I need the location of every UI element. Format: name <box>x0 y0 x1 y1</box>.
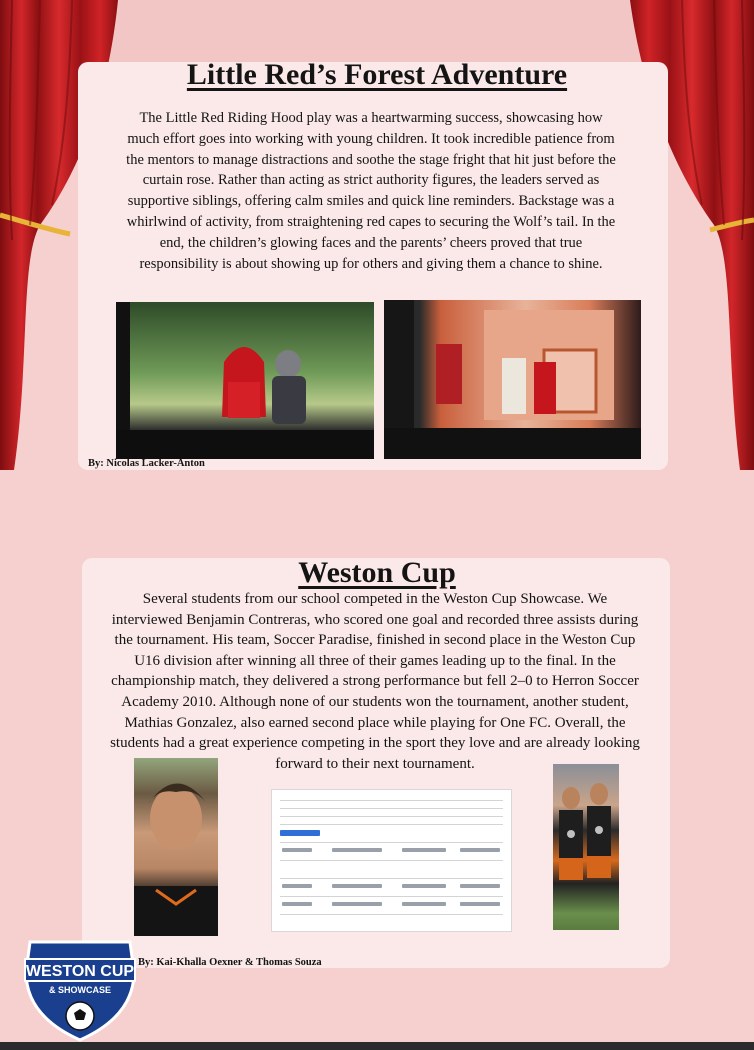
tournament-standings-screenshot <box>272 790 511 931</box>
match-row <box>280 878 503 879</box>
standings-row <box>280 824 503 825</box>
match-cell <box>460 848 500 852</box>
match-cell <box>282 884 312 888</box>
match-cell <box>282 902 312 906</box>
article-title-weston-cup: Weston Cup <box>298 556 456 589</box>
standings-row <box>280 808 503 809</box>
match-cell <box>332 902 382 906</box>
players-medals-photo <box>553 764 619 930</box>
article-title-play: Little Red’s Forest Adventure <box>186 58 568 91</box>
match-row <box>280 896 503 897</box>
logo-title: WESTON CUP <box>25 963 135 980</box>
match-cell <box>460 884 500 888</box>
match-cell <box>402 902 446 906</box>
match-cell <box>402 848 446 852</box>
match-cell <box>282 848 312 852</box>
play-photo-grandma-scene <box>384 300 641 459</box>
standings-row <box>280 816 503 817</box>
standings-row <box>280 800 503 801</box>
bottom-bar <box>0 1042 754 1050</box>
logo-subtitle: & SHOWCASE <box>48 985 112 995</box>
weston-cup-logo <box>22 938 138 1042</box>
byline-weston-cup: By: Kai-Khalla Oexner & Thomas Souza <box>138 957 322 968</box>
article-body-play: The Little Red Riding Hood play was a heartwarming success, showcasing how much effort goes into working with young children. It took incredible patience from the mentors to manage distractions and soothe the stage fright that hit just before the curtain rose. Rather than acting as strict authority figures, the leaders served as supportive siblings, offering calm smiles and quick line reminders. Backstage was a whirlwind of activity, from straightening red capes to securing the Wolf’s tail. In the end, the children’s glowing faces and the parents’ cheers proved that true responsibility is about showing up for others and giving them a chance to shine. <box>126 110 616 272</box>
match-cell <box>332 848 382 852</box>
byline-play: By: Nicolas Lacker-Anton <box>88 458 205 469</box>
player-portrait-photo <box>134 758 218 936</box>
standings-blue-button <box>280 830 320 836</box>
match-cell <box>402 884 446 888</box>
match-row <box>280 914 503 915</box>
play-photo-red-and-wolf <box>116 302 374 459</box>
article-body-weston-cup: Several students from our school competed in the Weston Cup Showcase. We interviewed Benjamin Contreras, who scored one goal and recorded three assists during the tournament. His team, Soccer Paradise, finished in second place in the Weston Cup U16 division after winning all three of their games leading up to the final. In the championship match, they delivered a strong performance but fell 2–0 to Herron Soccer Academy 2010. Although none of our students won the tournament, another student, Mathias Gonzalez, also earned second place while playing for One FC. Overall, the students had a great experience competing in the sport they love and are already looking forward to their next tournament. <box>110 591 640 772</box>
match-cell <box>332 884 382 888</box>
match-row <box>280 842 503 843</box>
match-cell <box>460 902 500 906</box>
match-row <box>280 860 503 861</box>
